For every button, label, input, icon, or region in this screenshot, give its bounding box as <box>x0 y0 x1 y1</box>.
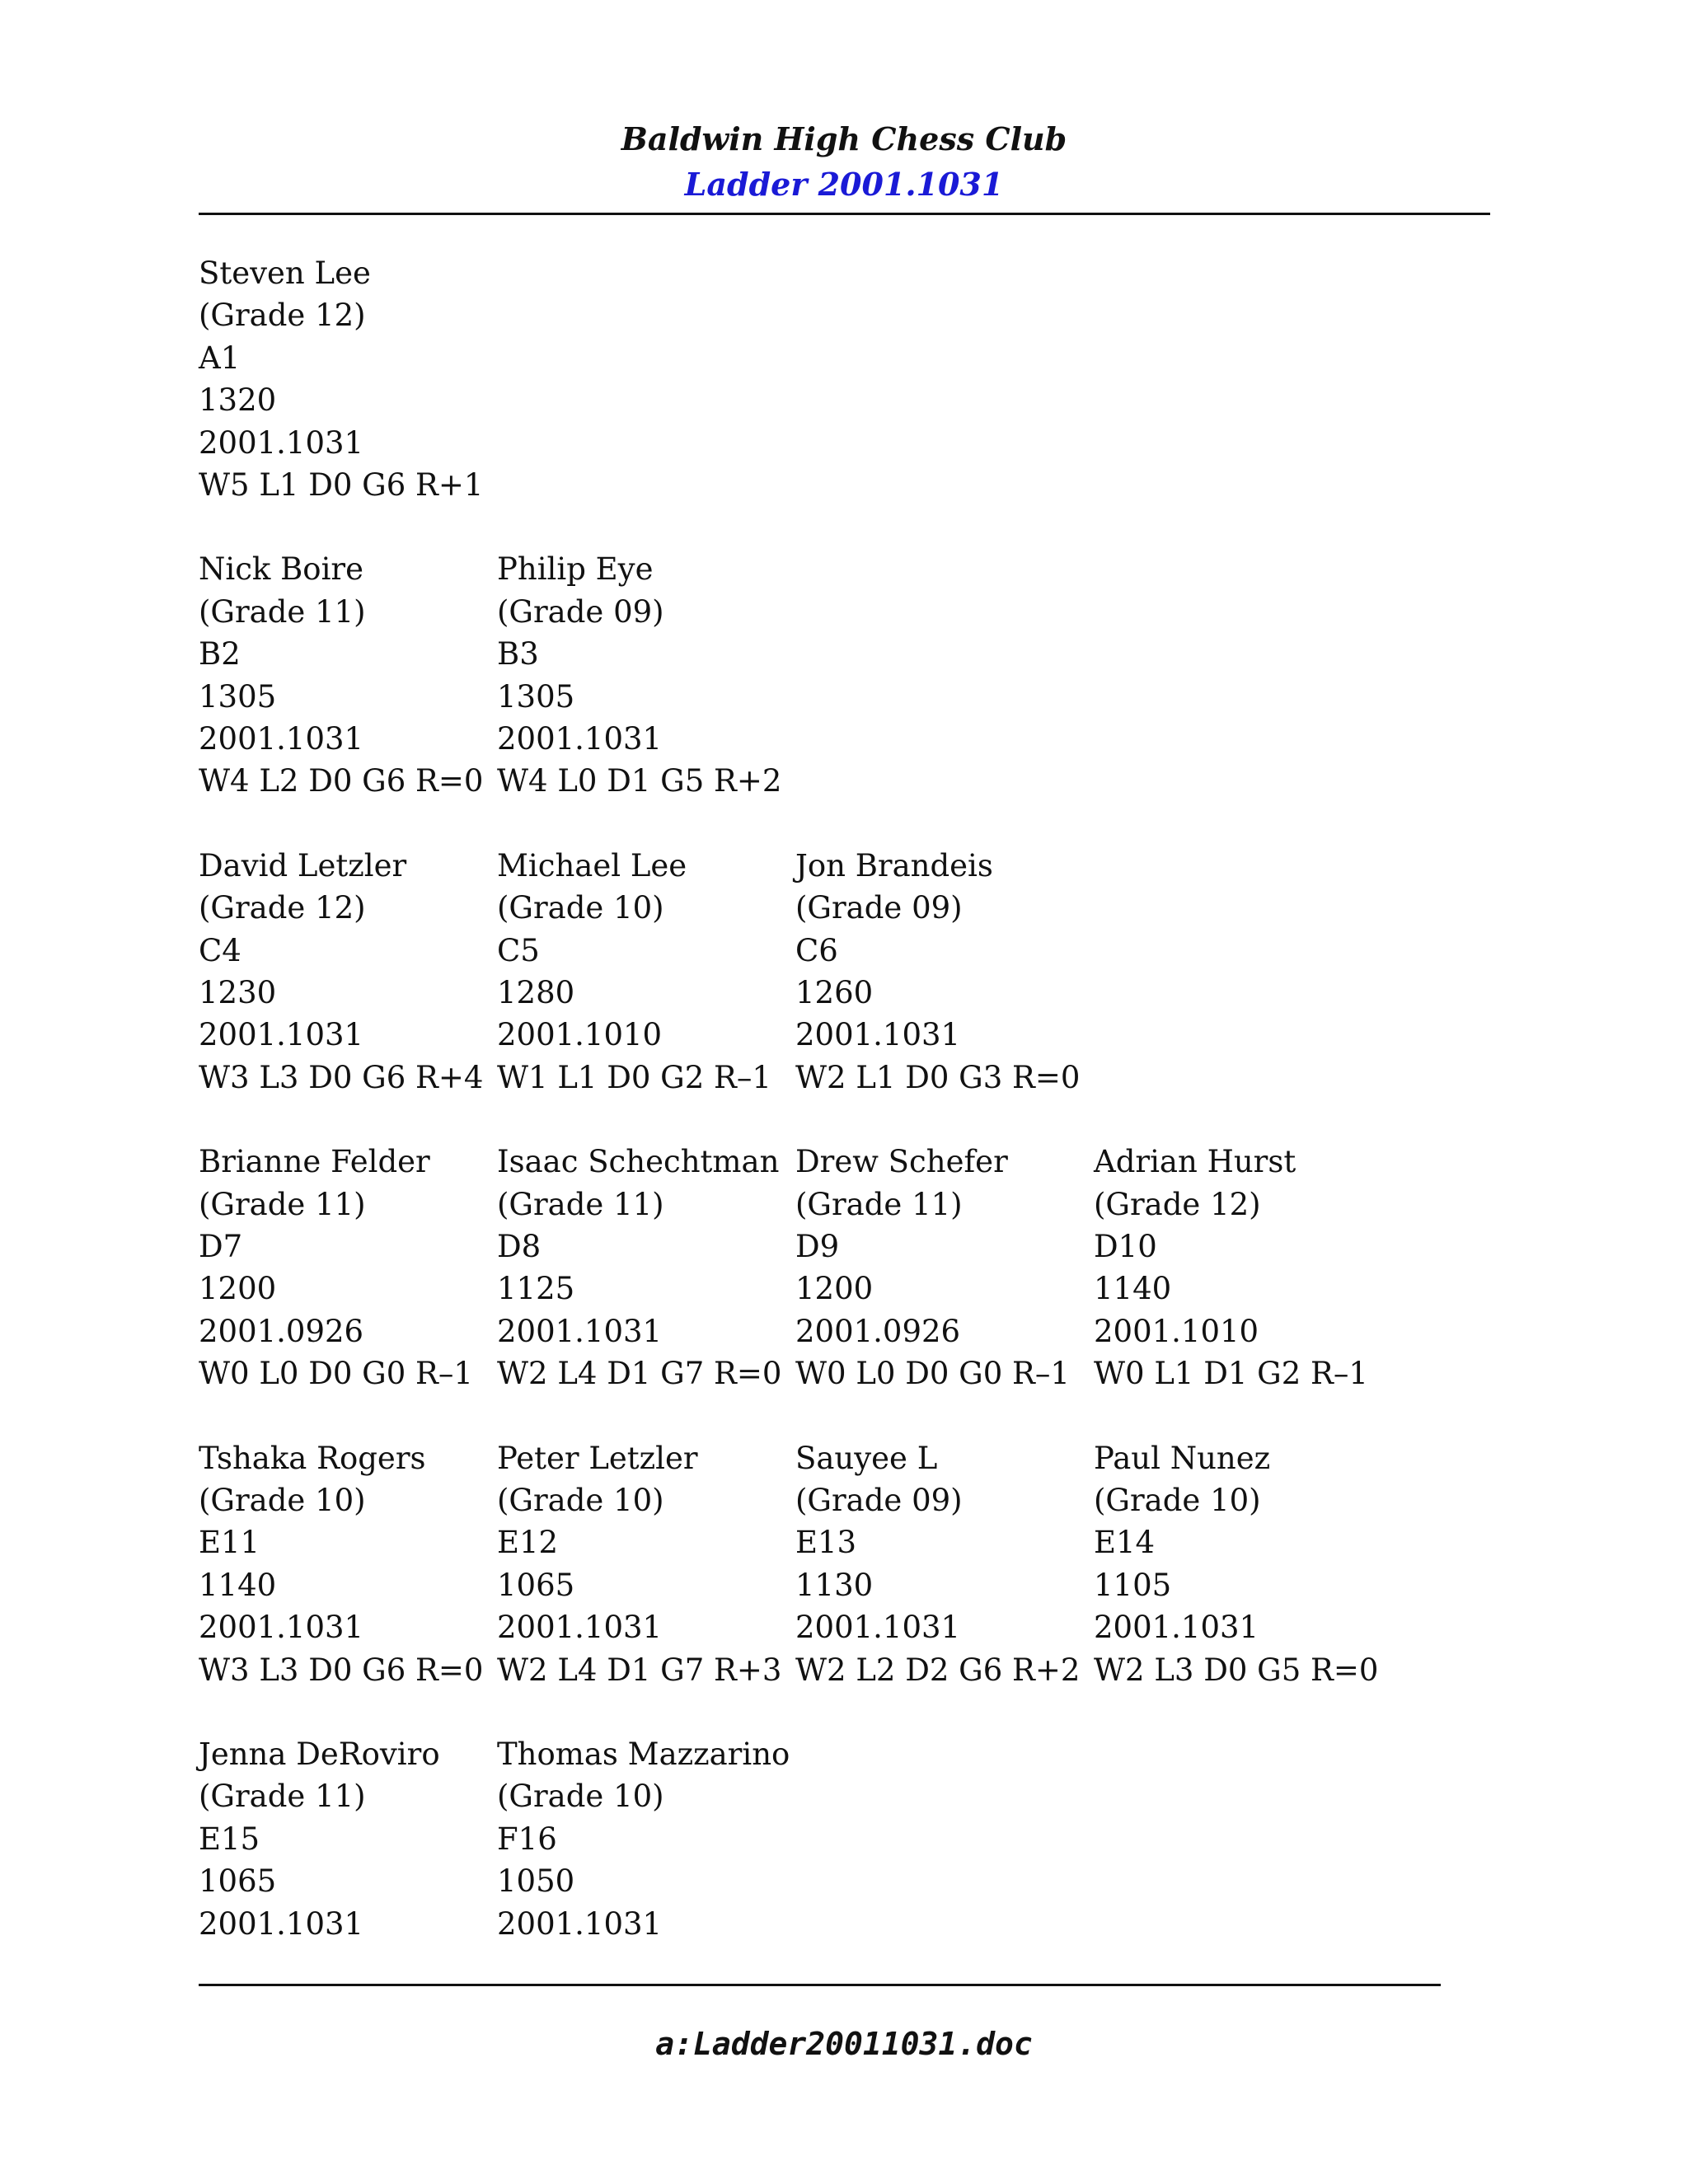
player-record <box>497 1945 795 1987</box>
player-grade: (Grade 12) <box>199 298 366 334</box>
player-date: 2001.1031 <box>199 1610 364 1646</box>
player-record: W2 L3 D0 G5 R=0 <box>1094 1652 1379 1688</box>
footer-filename: a:Ladder20011031.doc <box>655 2026 1033 2062</box>
player-date: 2001.1031 <box>497 1610 663 1646</box>
player-name: Drew Schefer <box>795 1144 1008 1180</box>
player-record: W4 L2 D0 G6 R=0 <box>199 763 484 799</box>
player-grade: (Grade 09) <box>795 1482 963 1518</box>
player-record: W2 L4 D1 G7 R+3 <box>497 1652 782 1688</box>
player-name: Brianne Felder <box>199 1144 430 1180</box>
player-rating: 1065 <box>497 1567 575 1603</box>
player-name: Tshaka Rogers <box>199 1440 426 1476</box>
player-date: 2001.1031 <box>199 720 364 757</box>
player-rating: 1125 <box>497 1271 575 1307</box>
player-date: 2001.0926 <box>795 1313 961 1349</box>
player-date: 2001.1031 <box>199 424 364 461</box>
player-name: Jon Brandeis <box>795 847 993 883</box>
player-grade: (Grade 11) <box>795 1186 963 1222</box>
player-entry <box>1094 1141 1392 1394</box>
player-name: Thomas Mazzarino <box>497 1736 790 1772</box>
player-date: 2001.1010 <box>497 1017 663 1053</box>
player-rank: E11 <box>199 1525 260 1561</box>
player-entry <box>795 1141 1094 1394</box>
player-rank: D7 <box>199 1228 243 1264</box>
player-name: Sauyee L <box>795 1440 938 1476</box>
player-grade: (Grade 10) <box>497 890 664 926</box>
player-name: Adrian Hurst <box>1094 1144 1296 1180</box>
player-rating: 1230 <box>199 974 277 1010</box>
page-title: Baldwin High Chess Club <box>621 120 1067 157</box>
player-grade: (Grade 10) <box>1094 1482 1261 1518</box>
player-entry <box>795 845 1094 1099</box>
player-rating: 1305 <box>497 678 575 715</box>
player-rank: B2 <box>199 636 241 673</box>
player-rank: D9 <box>795 1228 840 1264</box>
player-record: W2 L4 D1 G7 R=0 <box>497 1356 782 1392</box>
player-entry <box>497 1733 795 1987</box>
player-date: 2001.1031 <box>199 1905 364 1942</box>
player-date: 2001.1031 <box>497 1313 663 1349</box>
player-date: 2001.1031 <box>497 720 663 757</box>
player-date: 2001.1031 <box>1094 1610 1259 1646</box>
player-grade: (Grade 12) <box>199 890 366 926</box>
player-rating: 1320 <box>199 382 277 419</box>
bottom-divider <box>199 1984 1441 1986</box>
player-rating: 1140 <box>199 1567 277 1603</box>
player-date: 2001.1010 <box>1094 1313 1259 1349</box>
player-record: W3 L3 D0 G6 R+4 <box>199 1059 484 1095</box>
player-grade: (Grade 09) <box>497 593 664 630</box>
player-name: David Letzler <box>199 847 407 883</box>
player-record: W5 L1 D0 G6 R+1 <box>199 466 484 503</box>
player-rating: 1065 <box>199 1863 277 1900</box>
player-rating: 1305 <box>199 678 277 715</box>
player-record: W0 L0 D0 G0 R–1 <box>795 1356 1070 1392</box>
player-rank: D10 <box>1094 1228 1157 1264</box>
player-entry <box>199 845 497 1099</box>
player-record: W2 L1 D0 G3 R=0 <box>795 1059 1081 1095</box>
player-grade: (Grade 11) <box>497 1186 664 1222</box>
player-grade: (Grade 10) <box>497 1779 664 1815</box>
player-rank: C5 <box>497 932 540 968</box>
player-entry <box>497 845 795 1099</box>
player-entry <box>497 1141 795 1394</box>
player-entry <box>1094 1437 1392 1691</box>
player-name: Peter Letzler <box>497 1440 698 1476</box>
player-entry <box>199 1733 497 1987</box>
player-date: 2001.1031 <box>795 1017 961 1053</box>
player-rating: 1280 <box>497 974 575 1010</box>
player-grade: (Grade 10) <box>199 1482 366 1518</box>
player-grade: (Grade 09) <box>795 890 963 926</box>
player-entry <box>497 1437 795 1691</box>
player-entry <box>199 1437 497 1691</box>
player-rank: E12 <box>497 1525 559 1561</box>
player-date: 2001.0926 <box>199 1313 364 1349</box>
player-name: Michael Lee <box>497 847 687 883</box>
player-rating: 1130 <box>795 1567 874 1603</box>
player-rank: E15 <box>199 1821 260 1857</box>
player-date: 2001.1031 <box>497 1905 663 1942</box>
player-rank: A1 <box>199 340 241 376</box>
player-rating: 1200 <box>199 1271 277 1307</box>
player-name: Isaac Schechtman <box>497 1144 780 1180</box>
player-record: W1 L1 D0 G2 R–1 <box>497 1059 771 1095</box>
player-record: W3 L3 D0 G6 R=0 <box>199 1652 484 1688</box>
player-entry <box>497 548 795 802</box>
player-record: W0 L1 D1 G2 R–1 <box>1094 1356 1368 1392</box>
player-rating: 1200 <box>795 1271 874 1307</box>
player-rank: D8 <box>497 1228 542 1264</box>
player-record: W0 L0 D0 G0 R–1 <box>199 1356 473 1392</box>
player-entry <box>199 252 497 506</box>
player-grade: (Grade 11) <box>199 1186 366 1222</box>
player-entry <box>795 1437 1094 1691</box>
player-name: Paul Nunez <box>1094 1440 1271 1476</box>
player-rating: 1105 <box>1094 1567 1172 1603</box>
player-grade: (Grade 11) <box>199 1779 366 1815</box>
player-rank: C4 <box>199 932 241 968</box>
player-date: 2001.1031 <box>795 1610 961 1646</box>
player-rating: 1140 <box>1094 1271 1172 1307</box>
player-date: 2001.1031 <box>199 1017 364 1053</box>
player-record: W4 L0 D1 G5 R+2 <box>497 763 782 799</box>
player-rank: E13 <box>795 1525 857 1561</box>
player-rank: B3 <box>497 636 539 673</box>
player-grade: (Grade 10) <box>497 1482 664 1518</box>
player-grade: (Grade 12) <box>1094 1186 1261 1222</box>
player-rating: 1260 <box>795 974 874 1010</box>
player-entry <box>199 548 497 802</box>
player-name: Jenna DeRoviro <box>199 1736 440 1772</box>
player-name: Steven Lee <box>199 255 371 291</box>
ladder-subtitle: Ladder 2001.1031 <box>684 166 1004 203</box>
player-grade: (Grade 11) <box>199 593 366 630</box>
player-entry <box>199 1141 497 1394</box>
player-name: Nick Boire <box>199 551 363 588</box>
top-divider <box>199 213 1490 215</box>
player-name: Philip Eye <box>497 551 654 588</box>
player-record <box>199 1945 497 1987</box>
player-rank: F16 <box>497 1821 557 1857</box>
player-rank: E14 <box>1094 1525 1156 1561</box>
player-record: W2 L2 D2 G6 R+2 <box>795 1652 1081 1688</box>
player-rating: 1050 <box>497 1863 575 1900</box>
player-rank: C6 <box>795 932 838 968</box>
